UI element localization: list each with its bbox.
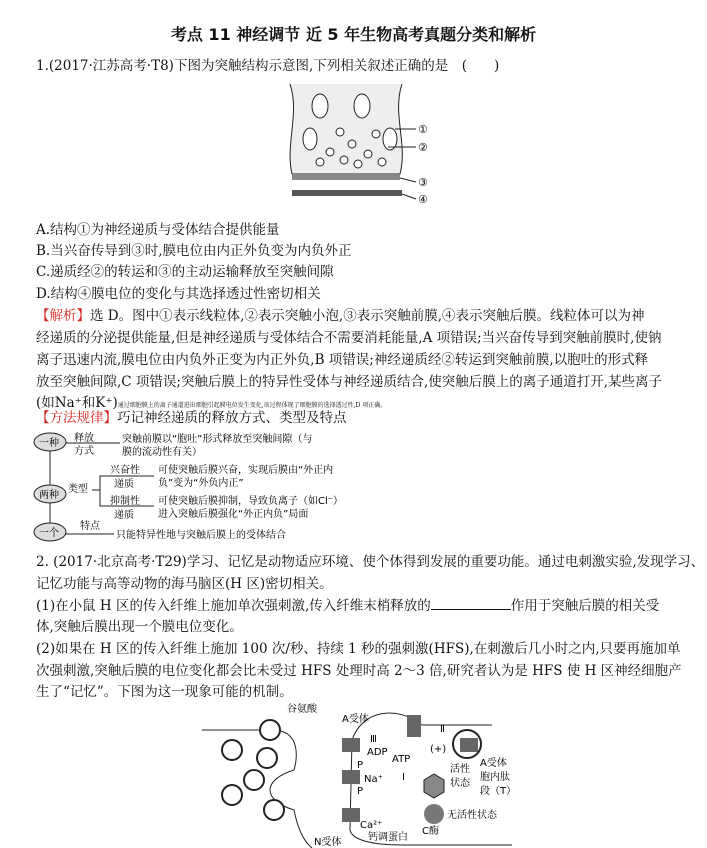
text-label: 活性 — [450, 764, 470, 775]
q2-stem: 2. (2017·北京高考·T29)学习、记忆是动物适应环境、使个体得到发展的重要功能。通过电刺激实验,发现学习、 — [36, 554, 705, 570]
method-diagram — [30, 428, 350, 548]
answer-blank[interactable] — [431, 597, 511, 610]
text-label: 突触前膜以“胞吐”形式释放至突触间隙（与 — [122, 434, 313, 445]
text-label: 释放 — [74, 433, 94, 444]
text-label: Ⅰ — [402, 772, 405, 783]
text-label: ADP — [367, 747, 388, 758]
text-label: 胞内肽 — [480, 772, 510, 783]
text-label: (1)在小鼠 H 区的传入纤维上施加单次强刺激,传入纤维末梢释放的 — [36, 598, 431, 614]
text-label: ATP — [392, 754, 411, 765]
text-label: Ⅲ — [370, 734, 377, 745]
option-b: B.当兴奋传导到③时,膜电位由内正外负变为内负外正 — [36, 243, 352, 259]
text-label: 负”变为“外负内正” — [158, 478, 244, 489]
option-c: C.递质经②的转运和③的主动运输释放至突触间隙 — [36, 264, 334, 280]
text-label: 可使突触后膜抑制，导致负离子（如Cl⁻） — [158, 496, 344, 507]
text-label: 状态 — [450, 778, 470, 789]
text-label: 进入突触后膜强化“外正内负”局面 — [158, 509, 309, 520]
q2-stem: 记忆功能与高等动物的海马脑区(H 区)密切相关。 — [36, 576, 333, 592]
q2-part1 — [36, 596, 686, 617]
text-label: 兴奋性 — [110, 465, 140, 476]
label-4: ④ — [418, 193, 428, 206]
text-label: 可使突触后膜兴奋，实现后膜由“外正内 — [158, 465, 334, 476]
text-label: 一个 — [39, 528, 59, 539]
text-label: (如Na⁺和K⁺) — [36, 395, 118, 411]
analysis-line: 放至突触间隙,C 项错误;突触后膜上的特异性受体与神经递质结合,使突触后膜上的离子通道打开,某些离子 — [36, 374, 663, 390]
text-label: Ⅱ — [440, 724, 445, 735]
text-label: P — [357, 786, 364, 797]
q2-part2: 次强刺激,突触后膜的电位变化都会比未受过 HFS 处理时高 2～3 倍,研究者认为是 HFS 使 H 区神经细胞产 — [36, 663, 682, 679]
analysis-line: 经递质的分泌提供能量,但是神经递质与受体结合不需要消耗能量,A 项错误;当兴奋传导到突触前膜时,使钠 — [36, 330, 662, 346]
text-label: P — [357, 760, 364, 771]
q2-part2: (2)如果在 H 区的传入纤维上施加 100 次/秒、持续 1 秒的强刺激(HFS),在刺激后几小时之内,只要再施加单 — [36, 641, 681, 657]
text-label: 抑制性 — [110, 496, 140, 507]
text-label: 谷氨酸 — [287, 704, 317, 715]
text-label: 通过细胞膜上的离子通道进出细胞引起膜电位发生变化,该过程体现了细胞膜的选择透过性,D 项正确。 — [117, 402, 387, 409]
analysis-line: 离子迅速内流,膜电位由内负外正变为内正外负,B 项错误;神经递质经②转运到突触前膜,以胞吐的形式释 — [36, 352, 649, 368]
text-label: N受体 — [314, 837, 342, 848]
option-a: A.结构①为神经递质与受体结合提供能量 — [36, 222, 280, 238]
text-label: 只能特异性地与突触后膜上的受体结合 — [116, 530, 286, 541]
mechanism-figure — [202, 700, 522, 848]
text-label: 膜的流动性有关） — [122, 447, 202, 458]
text-label: A受体 — [342, 714, 369, 725]
text-label: Na⁺ — [364, 774, 383, 785]
text-label: 递质 — [114, 479, 134, 490]
analysis-line — [36, 306, 686, 327]
synapse-figure — [280, 84, 440, 212]
text-label: 选 D。图中①表示线粒体,②表示突触小泡,③表示突触前膜,④表示突触后膜。线粒体可以为神 — [90, 308, 645, 324]
text-label: 特点 — [80, 521, 100, 532]
text-label: A受体 — [480, 758, 507, 769]
option-d: D.结构④膜电位的变化与其选择透过性密切相关 — [36, 286, 321, 302]
text-label: 一种 — [39, 438, 59, 449]
text-label: 钙调蛋白 — [368, 832, 408, 843]
analysis-tag: 【解析】 — [36, 308, 90, 324]
q2-part2: 生了“记忆”。下图为这一现象可能的机制。 — [36, 684, 293, 700]
text-label: Ca²⁺ — [360, 820, 383, 831]
q2-part1: 体,突触后膜出现一个膜电位变化。 — [36, 619, 243, 635]
q1-stem: 1.(2017·江苏高考·T8)下图为突触结构示意图,下列相关叙述正确的是 ( ) — [36, 58, 500, 74]
text-label: C酶 — [422, 826, 439, 837]
text-label: 两种 — [39, 490, 59, 501]
text-label: 方式 — [74, 446, 94, 457]
label-3: ③ — [418, 176, 428, 189]
text-label: 段（T） — [480, 786, 517, 797]
text-label: 无活性状态 — [447, 810, 497, 821]
method-heading — [36, 408, 686, 429]
page-title: 考点 11 神经调节 近 5 年生物高考真题分类和解析 — [170, 25, 537, 44]
text-label: 巧记神经递质的释放方式、类型及特点 — [117, 410, 347, 426]
label-1: ① — [418, 123, 428, 136]
text-label: (+) — [430, 744, 447, 755]
text-label: 类型 — [68, 484, 88, 495]
label-2: ② — [418, 141, 428, 154]
text-label: 递质 — [114, 510, 134, 521]
text-label: 【方法规律】 — [36, 410, 117, 426]
text-label: 作用于突触后膜的相关受 — [510, 598, 660, 614]
